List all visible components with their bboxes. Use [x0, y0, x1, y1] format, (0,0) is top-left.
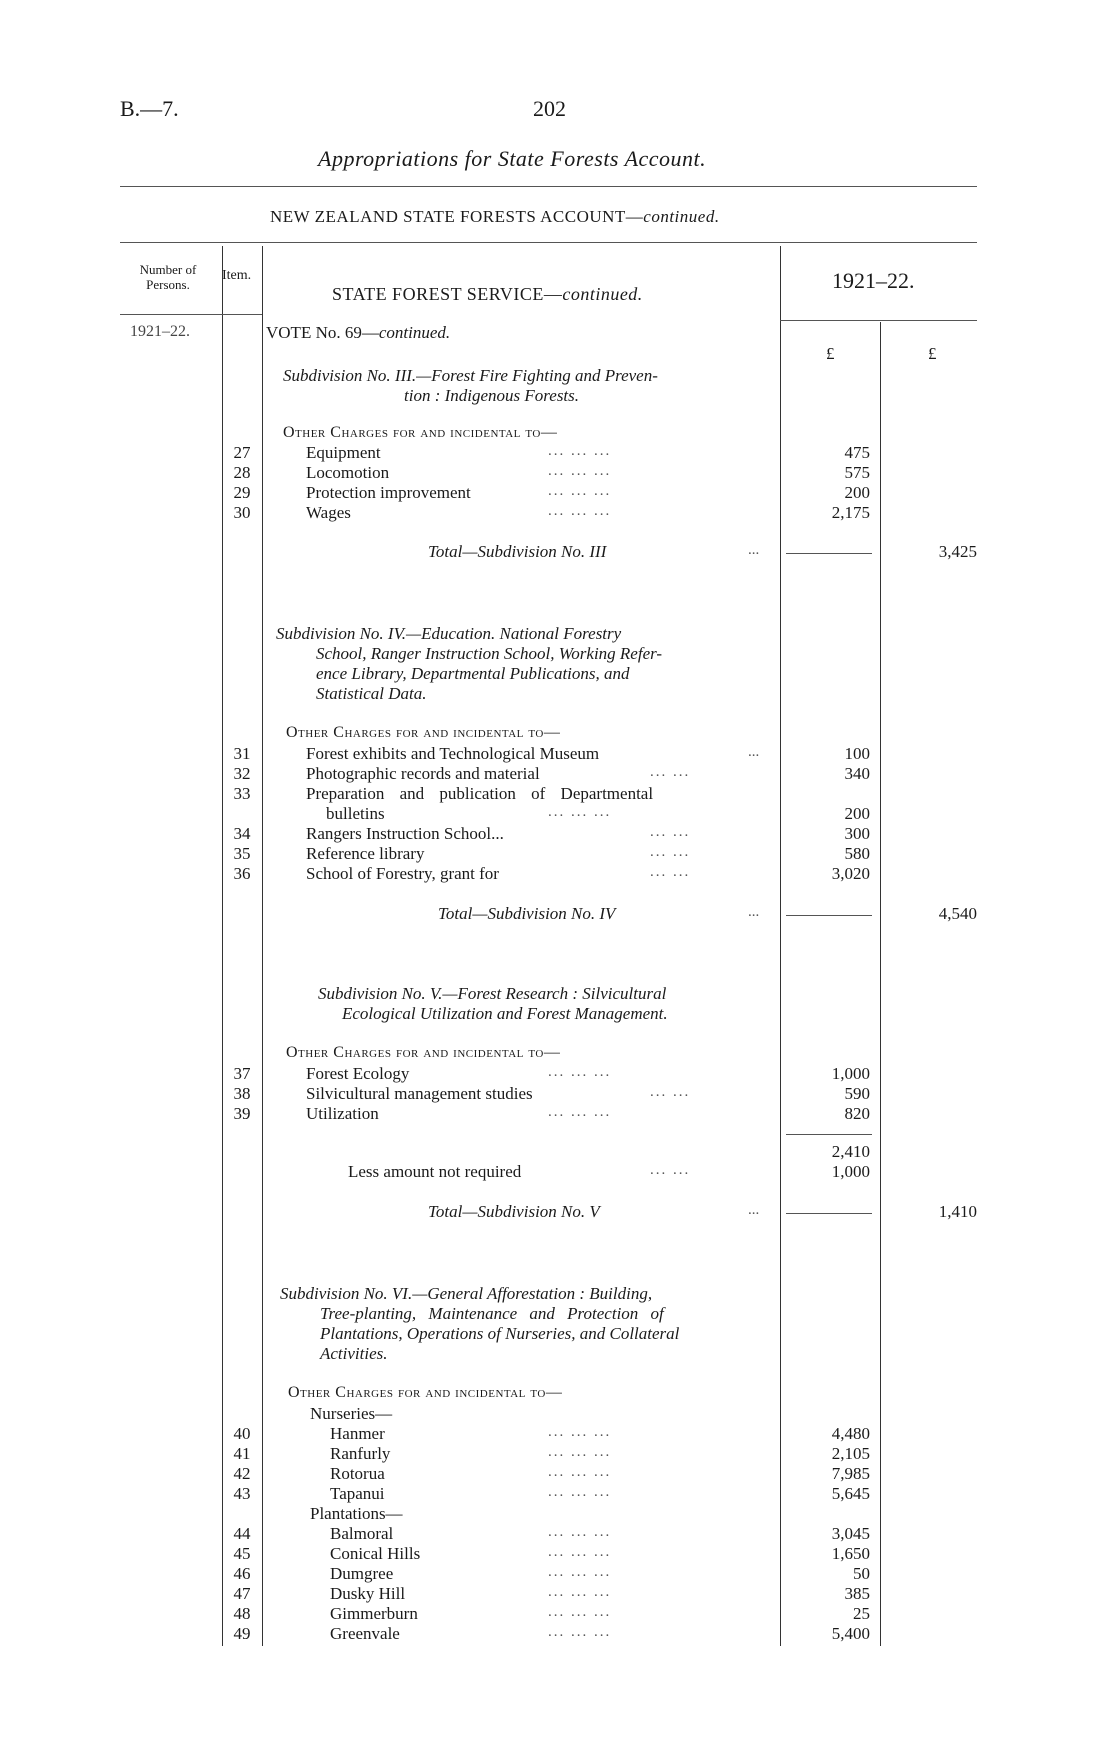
- pound-sign-total: £: [928, 344, 937, 363]
- sub4-heading-1: Subdivision No. IV.—Education. National Forestry: [276, 624, 622, 643]
- nursery-label: Rotorua: [330, 1464, 385, 1483]
- leader-dots: ... ... ...: [548, 1444, 612, 1460]
- sub6-heading-2: Tree-planting, Maintenance and Protection of: [320, 1304, 664, 1323]
- sub6-heading-1: Subdivision No. VI.—General Afforestation : Building,: [280, 1284, 653, 1303]
- sub6-heading-3: Plantations, Operations of Nurseries, and Collateral: [320, 1324, 680, 1343]
- leader-dots: ... ...: [650, 844, 691, 860]
- nursery-amount: 4,480: [831, 1424, 870, 1443]
- sub5-label: Utilization: [306, 1104, 379, 1123]
- sub4-heading-4: Statistical Data.: [316, 684, 427, 703]
- sub6-other-charges: Other Charges for and incidental to—: [288, 1384, 563, 1401]
- sub6-nurseries-label: Nurseries—: [310, 1404, 393, 1423]
- sub5-total: 1,410: [938, 1202, 977, 1221]
- sub4-amount: 340: [844, 764, 870, 783]
- pound-sign-amount: £: [826, 344, 835, 363]
- sub3-total: 3,425: [938, 542, 977, 561]
- plantation-item: 48: [233, 1604, 251, 1623]
- sub4-label: Forest exhibits and Technological Museum: [306, 744, 600, 763]
- nursery-label: Hanmer: [330, 1424, 385, 1443]
- sub4-amount: 100: [844, 744, 870, 763]
- vote-label: [266, 323, 450, 343]
- nursery-item: 41: [233, 1444, 251, 1463]
- sub5-item: 38: [233, 1084, 251, 1103]
- sub5-subtotal-rule: [786, 1134, 872, 1135]
- sub4-label: Rangers Instruction School...: [306, 824, 504, 843]
- sub4-heading-3: ence Library, Departmental Publications, and: [316, 664, 630, 683]
- head-item: Item.: [222, 268, 252, 283]
- persons-year: 1921–22.: [130, 323, 190, 340]
- sub3-total-rule: [786, 553, 872, 554]
- plantation-amount: 385: [844, 1584, 870, 1603]
- sub3-label: Protection improvement: [306, 483, 471, 502]
- rule-item-desc: [262, 246, 263, 1646]
- vote-cont: continued.: [378, 323, 451, 342]
- sub5-heading-2: Ecological Utilization and Forest Management.: [342, 1004, 668, 1023]
- leader-dots: ... ... ...: [548, 1464, 612, 1480]
- sub4-other-charges: Other Charges for and incidental to—: [286, 724, 561, 741]
- leader-dots: ...: [748, 1202, 760, 1218]
- head-number-of-persons: Number of Persons.: [139, 262, 197, 292]
- sub4-label: Reference library: [306, 844, 425, 863]
- leader-dots: ... ... ...: [548, 443, 612, 459]
- head-service-main: STATE FOREST SERVICE—: [332, 284, 563, 304]
- plantation-amount: 50: [853, 1564, 870, 1583]
- sub5-subtotal: 2,410: [831, 1142, 870, 1161]
- sub4-item: 31: [233, 744, 251, 763]
- sub3-label: Wages: [306, 503, 351, 522]
- head-year: 1921–22.: [832, 268, 915, 293]
- sub3-label: Locomotion: [306, 463, 390, 482]
- sub5-label: Silvicultural management studies: [306, 1084, 533, 1103]
- leader-dots: ... ... ...: [548, 804, 612, 820]
- sub4-label: Preparation and publication of Departmental: [306, 784, 654, 803]
- sub5-total-rule: [786, 1213, 872, 1214]
- leader-dots: ... ...: [650, 1162, 691, 1178]
- sub5-other-charges: Other Charges for and incidental to—: [286, 1044, 561, 1061]
- leader-dots: ... ... ...: [548, 1104, 612, 1120]
- plantation-amount: 25: [853, 1604, 870, 1623]
- nursery-amount: 2,105: [831, 1444, 870, 1463]
- sub3-heading-2: tion : Indigenous Forests.: [404, 386, 580, 405]
- plantation-label: Conical Hills: [330, 1544, 421, 1563]
- account-subtitle: [270, 207, 720, 227]
- leader-dots: ...: [748, 542, 760, 558]
- sub4-item: 34: [233, 824, 251, 843]
- sub4-amount: 200: [844, 804, 870, 823]
- nursery-amount: 7,985: [831, 1464, 870, 1483]
- table-top-rule: [120, 242, 977, 243]
- sub4-item: 36: [233, 864, 251, 883]
- leader-dots: ... ...: [650, 1084, 691, 1100]
- sub3-amount: 200: [844, 483, 870, 502]
- sub5-less-amount: 1,000: [831, 1162, 870, 1181]
- sub5-amount: 1,000: [831, 1064, 870, 1083]
- leader-dots: ...: [748, 744, 760, 760]
- nursery-item: 43: [233, 1484, 251, 1503]
- plantation-amount: 5,400: [831, 1624, 870, 1643]
- leader-dots: ... ... ...: [548, 1624, 612, 1640]
- leader-dots: ... ... ...: [548, 1064, 612, 1080]
- plantation-label: Balmoral: [330, 1524, 394, 1543]
- plantation-item: 45: [233, 1544, 251, 1563]
- page-title: Appropriations for State Forests Account.: [318, 146, 707, 171]
- plantation-label: Dusky Hill: [330, 1584, 406, 1603]
- nursery-label: Ranfurly: [330, 1444, 391, 1463]
- leader-dots: ... ... ...: [548, 1424, 612, 1440]
- leader-dots: ... ... ...: [548, 1584, 612, 1600]
- plantation-amount: 1,650: [831, 1544, 870, 1563]
- leader-dots: ...: [748, 904, 760, 920]
- title-rule: [120, 186, 977, 187]
- sub3-item: 29: [233, 483, 251, 502]
- leader-dots: ... ... ...: [548, 1604, 612, 1620]
- sub4-label: School of Forestry, grant for: [306, 864, 499, 883]
- sub3-amount: 475: [844, 443, 870, 462]
- plantation-label: Dumgree: [330, 1564, 394, 1583]
- sub4-label: Photographic records and material: [306, 764, 540, 783]
- sub4-item: 35: [233, 844, 251, 863]
- sub5-item: 37: [233, 1064, 251, 1083]
- account-subtitle-cont: continued.: [643, 207, 720, 226]
- nursery-item: 42: [233, 1464, 251, 1483]
- plantation-item: 47: [233, 1584, 251, 1603]
- vote-main: VOTE No. 69—: [266, 323, 379, 342]
- plantation-amount: 3,045: [831, 1524, 870, 1543]
- leader-dots: ... ...: [650, 824, 691, 840]
- head-service: [332, 284, 643, 305]
- plantation-item: 49: [233, 1624, 251, 1643]
- leader-dots: ... ... ...: [548, 1484, 612, 1500]
- leader-dots: ... ...: [650, 864, 691, 880]
- sub5-heading-1: Subdivision No. V.—Forest Research : Silvicultural: [318, 984, 667, 1003]
- page-number: 202: [533, 96, 566, 121]
- sub3-heading-1: Subdivision No. III.—Forest Fire Fighting and Preven-: [283, 366, 658, 385]
- sub4-total-label: Total—Subdivision No. IV: [438, 904, 616, 923]
- sub3-item: 27: [233, 443, 251, 462]
- leader-dots: ... ... ...: [548, 1564, 612, 1580]
- sub5-amount: 590: [844, 1084, 870, 1103]
- page-ref: B.—7.: [120, 96, 179, 121]
- rule-amount-total: [880, 322, 881, 1646]
- plantation-item: 44: [233, 1524, 251, 1543]
- sub4-heading-2: School, Ranger Instruction School, Working Refer-: [316, 644, 663, 663]
- nursery-amount: 5,645: [831, 1484, 870, 1503]
- sub4-label-cont: bulletins: [326, 804, 385, 823]
- sub5-item: 39: [233, 1104, 251, 1123]
- plantation-item: 46: [233, 1564, 251, 1583]
- plantation-label: Gimmerburn: [330, 1604, 418, 1623]
- sub4-total-rule: [786, 915, 872, 916]
- sub5-label: Forest Ecology: [306, 1064, 410, 1083]
- sub4-amount: 3,020: [831, 864, 870, 883]
- nursery-label: Tapanui: [330, 1484, 385, 1503]
- leader-dots: ... ... ...: [548, 1544, 612, 1560]
- sub3-amount: 2,175: [831, 503, 870, 522]
- account-subtitle-main: NEW ZEALAND STATE FORESTS ACCOUNT—: [270, 207, 644, 226]
- sub3-other-charges: Other Charges for and incidental to—: [283, 424, 558, 441]
- leader-dots: ... ... ...: [548, 483, 612, 499]
- head-bottom-rule-left: [120, 314, 262, 315]
- sub3-item: 28: [233, 463, 251, 482]
- sub4-item: 33: [233, 784, 251, 803]
- sub3-item: 30: [233, 503, 251, 522]
- leader-dots: ... ...: [650, 764, 691, 780]
- leader-dots: ... ... ...: [548, 1524, 612, 1540]
- sub3-label: Equipment: [306, 443, 381, 462]
- head-bottom-rule-right: [780, 320, 977, 321]
- head-service-cont: continued.: [562, 284, 643, 304]
- sub5-amount: 820: [844, 1104, 870, 1123]
- sub4-total: 4,540: [938, 904, 977, 923]
- leader-dots: ... ... ...: [548, 463, 612, 479]
- sub5-less-label: Less amount not required: [348, 1162, 522, 1181]
- leader-dots: ... ... ...: [548, 503, 612, 519]
- sub3-amount: 575: [844, 463, 870, 482]
- sub6-plantations-label: Plantations—: [310, 1504, 403, 1523]
- sub4-amount: 300: [844, 824, 870, 843]
- sub3-total-label: Total—Subdivision No. III: [428, 542, 607, 561]
- sub6-heading-4: Activities.: [320, 1344, 388, 1363]
- nursery-item: 40: [233, 1424, 251, 1443]
- sub4-item: 32: [233, 764, 251, 783]
- sub5-total-label: Total—Subdivision No. V: [428, 1202, 600, 1221]
- plantation-label: Greenvale: [330, 1624, 400, 1643]
- sub4-amount: 580: [844, 844, 870, 863]
